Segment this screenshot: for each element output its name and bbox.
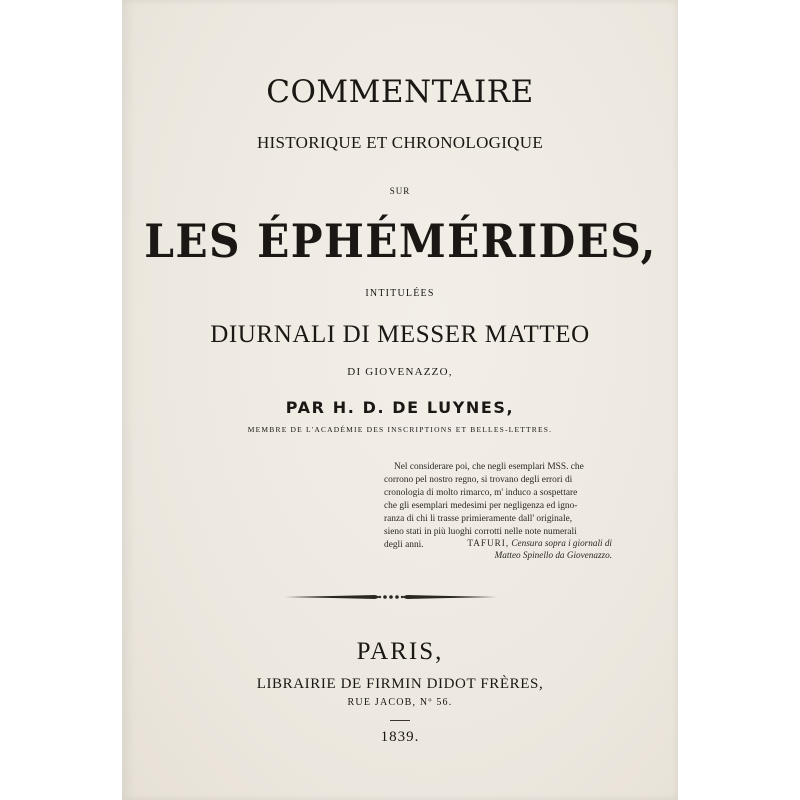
work-title: DIURNALI DI MESSER MATTEO <box>210 321 590 348</box>
connector-intitulees: INTITULÉES <box>365 288 435 299</box>
epigraph-line: ranza di chi li trasse primieramente dall' originale, <box>384 514 573 524</box>
imprint-city: PARIS, <box>356 638 444 665</box>
ornamental-divider <box>285 591 497 603</box>
title-page <box>122 0 678 800</box>
connector-sur: SUR <box>389 186 411 196</box>
imprint-publisher: LIBRAIRIE DE FIRMIN DIDOT FRÈRES, <box>256 676 544 692</box>
title-line-historique: HISTORIQUE ET CHRONOLOGIQUE <box>256 133 544 152</box>
imprint-year: 1839. <box>380 729 420 745</box>
citation-author: TAFURI, <box>467 538 510 548</box>
author-line: PAR H. D. DE LUYNES, <box>285 398 515 417</box>
citation-line <box>384 537 612 549</box>
epigraph-line: sieno stati in più luoghi corrotti nelle note numerali <box>384 527 577 537</box>
citation-work: Censura sopra i giornali di <box>511 538 612 548</box>
epigraph-line: corrono pel nostro regno, si trovano degli errori di <box>384 475 573 485</box>
imprint-address: RUE JACOB, Nº 56. <box>347 697 453 708</box>
work-subtitle: DI GIOVENAZZO, <box>347 366 453 378</box>
title-line-commentaire: COMMENTAIRE <box>266 74 534 110</box>
main-title: LES ÉPHÉMÉRIDES, <box>144 214 657 268</box>
epigraph-line: degli anni. <box>384 540 424 550</box>
author-affiliation: MEMBRE DE L'ACADÉMIE DES INSCRIPTIONS ET BELLES-LETTRES. <box>247 425 553 434</box>
epigraph-line: Nel considerare poi, che negli esemplari MSS. che <box>394 462 584 472</box>
citation-line-2: Matteo Spinello da Giovenazzo. <box>494 550 612 560</box>
epigraph-line: che gli esemplari medesimi per negligenza ed igno- <box>384 501 578 511</box>
epigraph-citation <box>384 537 612 561</box>
epigraph-line: cronologia di molto rimarco, m' induco a sospettare <box>384 488 578 498</box>
year-rule <box>390 720 410 721</box>
